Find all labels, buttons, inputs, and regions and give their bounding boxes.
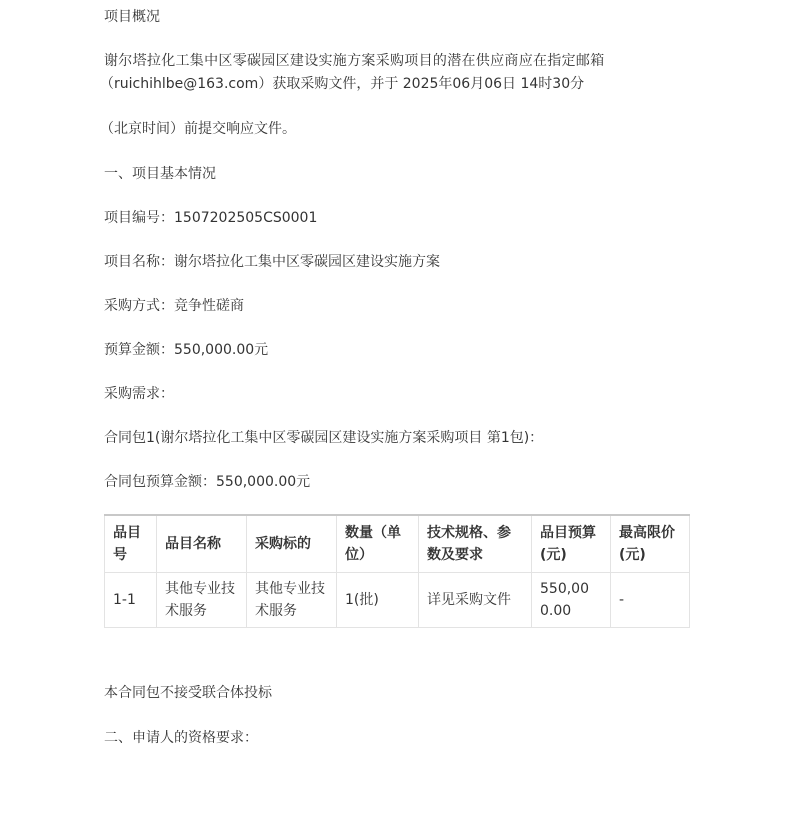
intro-line-2: （ruichihlbe@163.com）获取采购文件，并于 2025年06月06日 14时30分 xyxy=(100,76,585,92)
package-budget-amount: 550,000.00元 xyxy=(216,474,311,490)
budget-label: 预算金额： xyxy=(104,342,174,358)
package-title: 合同包1(谢尔塔拉化工集中区零碳园区建设实施方案采购项目 第1包)： xyxy=(104,430,544,446)
cell-max-price: - xyxy=(611,573,690,628)
project-name-label: 项目名称： xyxy=(104,254,174,270)
procurement-method: 竞争性磋商 xyxy=(174,298,244,314)
package-budget-row xyxy=(104,472,310,492)
cell-item-name: 其他专业技术服务 xyxy=(157,573,247,628)
header-max-price: 最高限价(元) xyxy=(611,515,690,573)
requirements-label: 采购需求： xyxy=(104,386,174,402)
project-number-row xyxy=(104,208,317,228)
table-header-row xyxy=(105,515,690,573)
cell-item-number: 1-1 xyxy=(105,573,157,628)
cell-item-budget: 550,000.00 xyxy=(532,573,611,628)
section1-title: 一、项目基本情况 xyxy=(104,166,216,182)
intro-line-3: （北京时间）前提交响应文件。 xyxy=(100,121,296,137)
intro-line-1: 谢尔塔拉化工集中区零碳园区建设实施方案采购项目的潜在供应商应在指定邮箱 xyxy=(104,53,605,69)
budget-row xyxy=(104,340,268,360)
procurement-method-label: 采购方式： xyxy=(104,298,174,314)
table-row xyxy=(105,573,690,628)
package-budget-label: 合同包预算金额： xyxy=(104,474,216,490)
header-item-budget: 品目预算(元) xyxy=(532,515,611,573)
section2-title: 二、申请人的资格要求： xyxy=(104,730,258,746)
project-number: 1507202505CS0001 xyxy=(174,210,318,226)
procurement-method-row xyxy=(104,296,244,316)
project-number-label: 项目编号： xyxy=(104,210,174,226)
budget-amount: 550,000.00元 xyxy=(174,342,269,358)
cell-procurement-subject: 其他专业技术服务 xyxy=(247,573,337,628)
items-table xyxy=(104,514,690,628)
project-name-row xyxy=(104,252,440,272)
header-quantity: 数量（单位） xyxy=(337,515,419,573)
header-item-number: 品目号 xyxy=(105,515,157,573)
project-name: 谢尔塔拉化工集中区零碳园区建设实施方案 xyxy=(174,254,440,270)
cell-quantity: 1(批) xyxy=(337,573,419,628)
header-specs: 技术规格、参数及要求 xyxy=(419,515,532,573)
header-procurement-subject: 采购标的 xyxy=(247,515,337,573)
cell-specs: 详见采购文件 xyxy=(419,573,532,628)
overview-title: 项目概况 xyxy=(104,9,160,25)
consortium-note: 本合同包不接受联合体投标 xyxy=(104,685,272,701)
header-item-name: 品目名称 xyxy=(157,515,247,573)
